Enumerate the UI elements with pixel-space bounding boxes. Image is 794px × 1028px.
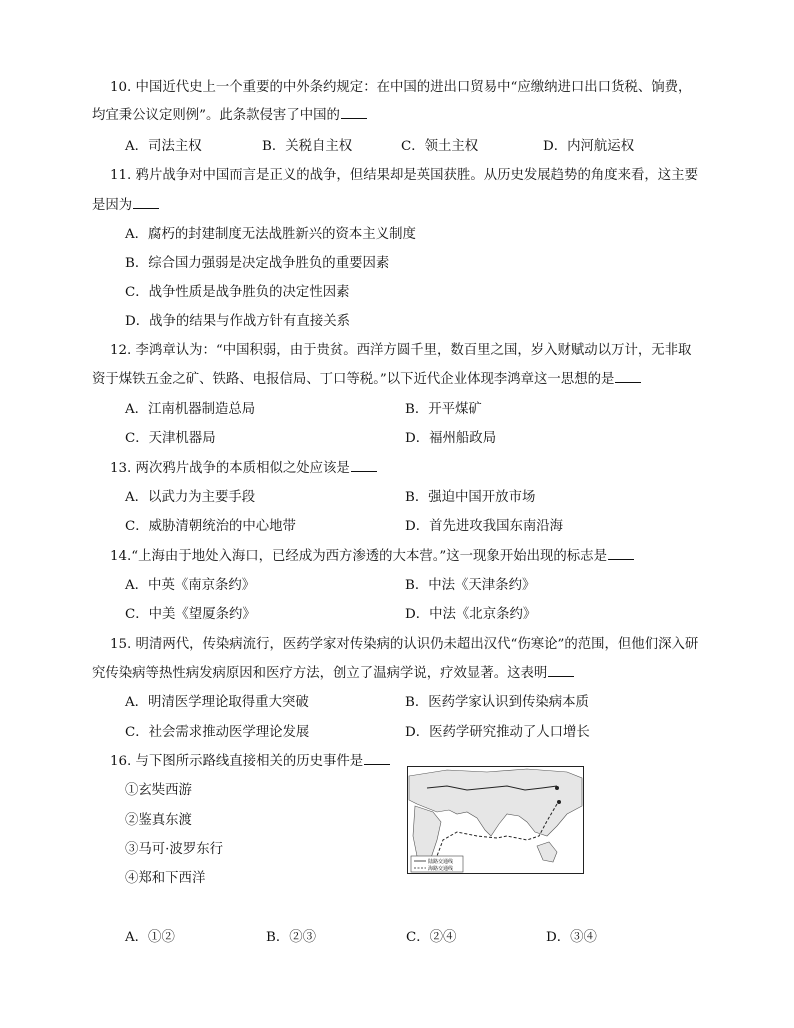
list-item: ③马可·波罗东行 [125, 842, 223, 857]
option-d[interactable]: D．医药学研究推动了人口增长 [405, 725, 590, 740]
question-12: 12. 李鸿章认为：“中国积弱，由于贵贫。西洋方圆千里，数百里之国，岁入财赋动以万计，无非取 [110, 343, 692, 358]
answer-blank[interactable] [608, 547, 634, 560]
option-b[interactable]: B．医药学家认识到传染病本质 [405, 695, 589, 710]
answer-blank[interactable] [615, 370, 641, 383]
option-a[interactable]: A．司法主权 [125, 139, 202, 154]
question-11-cont: 是因为 [92, 196, 159, 216]
option-b[interactable]: B．综合国力强弱是决定战争胜负的重要因素 [125, 256, 390, 271]
option-d[interactable]: D．福州船政局 [405, 431, 497, 446]
list-item: ①玄奘西游 [125, 783, 192, 798]
option-c[interactable]: C．战争性质是战争胜负的决定性因素 [125, 285, 350, 300]
option-b[interactable]: B．强迫中国开放市场 [405, 490, 536, 505]
option-a[interactable]: A．以武力为主要手段 [125, 490, 256, 505]
question-11: 11. 鸦片战争对中国而言是正义的战争，但结果却是英国获胜。从历史发展趋势的角度来看，这主要 [110, 168, 698, 183]
option-a[interactable]: A．①② [125, 930, 175, 945]
answer-blank[interactable] [364, 752, 390, 765]
question-15: 15. 明清两代，传染病流行，医药学家对传染病的认识仍未超出汉代“伤寒论”的范围，但他们深入研 [110, 637, 699, 652]
question-13: 13. 两次鸦片战争的本质相似之处应该是 [110, 459, 377, 479]
option-d[interactable]: D．内河航运权 [543, 139, 635, 154]
option-d[interactable]: D．中法《北京条约》 [405, 607, 537, 622]
answer-blank[interactable] [133, 196, 159, 209]
option-b[interactable]: B．中法《天津条约》 [405, 578, 536, 593]
option-c[interactable]: C．威胁清朝统治的中心地带 [125, 519, 296, 534]
route-map [407, 766, 584, 874]
question-10: 10. 中国近代史上一个重要的中外条约规定：在中国的进出口贸易中“应缴纳进口出口货税、饷费， [110, 80, 692, 95]
answer-blank[interactable] [341, 106, 367, 119]
option-c[interactable]: C．中美《望厦条约》 [125, 607, 256, 622]
question-15-cont: 究传染病等热性病发病原因和医疗方法，创立了温病学说，疗效显著。这表明 [92, 664, 574, 684]
option-b[interactable]: B．开平煤矿 [405, 402, 482, 417]
legend-land-label: 陆路交通线 [428, 859, 454, 865]
option-b[interactable]: B．②③ [266, 930, 317, 945]
list-item: ④郑和下西洋 [125, 871, 206, 886]
city-marker [557, 800, 561, 804]
option-d[interactable]: D．战争的结果与作战方针有直接关系 [125, 314, 350, 329]
option-c[interactable]: C．领土主权 [401, 139, 479, 154]
option-b[interactable]: B．关税自主权 [262, 139, 353, 154]
question-10-cont: 均宜秉公议定则例”。此条款侵害了中国的 [92, 106, 367, 126]
answer-blank[interactable] [548, 664, 574, 677]
option-a[interactable]: A．中英《南京条约》 [125, 578, 256, 593]
option-c[interactable]: C．社会需求推动医学理论发展 [125, 725, 310, 740]
option-d[interactable]: D．首先进攻我国东南沿海 [405, 519, 564, 534]
answer-blank[interactable] [351, 459, 377, 472]
option-d[interactable]: D．③④ [546, 930, 597, 945]
question-16: 16. 与下图所示路线直接相关的历史事件是 [110, 752, 390, 772]
option-a[interactable]: A．腐朽的封建制度无法战胜新兴的资本主义制度 [125, 227, 416, 242]
option-a[interactable]: A．江南机器制造总局 [125, 402, 256, 417]
city-marker [555, 786, 559, 790]
question-12-cont: 资于煤铁五金之矿、铁路、电报信局、丁口等税。”以下近代企业体现李鸿章这一思想的是 [92, 370, 641, 390]
option-c[interactable]: C．②④ [406, 930, 457, 945]
option-c[interactable]: C．天津机器局 [125, 431, 216, 446]
question-14: 14.“上海由于地处入海口，已经成为西方渗透的大本营。”这一现象开始出现的标志是 [110, 547, 634, 567]
legend-sea-label: 海路交通线 [428, 866, 454, 872]
list-item: ②鉴真东渡 [125, 813, 192, 828]
option-a[interactable]: A．明清医学理论取得重大突破 [125, 695, 309, 710]
